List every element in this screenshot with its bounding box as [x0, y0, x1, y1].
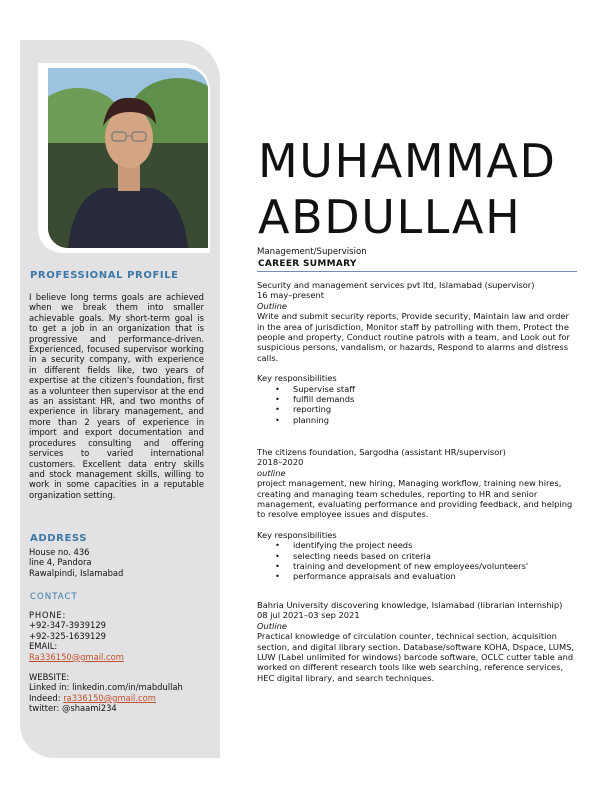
- job-outline: Write and submit security reports, Provide security, Maintain law and order in the area of jurisdiction, Monitor staff by patrolling with them, Protect the people and property, Conduct routine patrols with a team, and Look out for suspicious persons, vandalism, or hazards, Respond to alarms and distress calls.: [257, 311, 570, 363]
- job-title: The citizens foundation, Sargodha (assistant HR/supervisor): [257, 447, 506, 457]
- address-block: [29, 547, 204, 578]
- linkedin-link[interactable]: Linked in: linkedin.com/in/mabdullah: [29, 682, 183, 693]
- job-title: Bahria University discovering knowledge, Islamabad (librarian internship): [257, 600, 563, 610]
- list-item: • planning: [257, 415, 579, 425]
- indeed-label: Indeed:: [29, 692, 64, 703]
- list-item: • Supervise staff: [257, 384, 579, 394]
- job-entry: [257, 447, 579, 582]
- contact-heading: CONTACT: [30, 592, 78, 602]
- profile-photo: [48, 68, 208, 248]
- job-dates: 2018–2020: [257, 457, 304, 468]
- job-title: Security and management services pvt ltd, Islamabad (supervisor): [257, 280, 535, 290]
- email-link[interactable]: Ra336150@gmail.com: [29, 651, 124, 662]
- address-line: House no. 436: [29, 547, 90, 557]
- name-first: MUHAMMAD: [258, 134, 557, 188]
- phone-label: PHONE:: [29, 610, 67, 620]
- job-outline: Practical knowledge of circulation counter, technical section, acquisition section, and digital library section. Database/software KOHA, Dspace, LUMS, LUW (Label unlimited for windows) barcode software, OCLC cutter table and worked on different research tools like web searching, reference services, HEC digital library, and search techniques.: [257, 631, 575, 683]
- list-item: • training and development of new employees/volunteers': [257, 561, 579, 571]
- list-item: • identifying the project needs: [257, 540, 579, 550]
- address-line: Rawalpindi, Islamabad: [29, 567, 124, 578]
- portrait-illustration: [48, 68, 208, 248]
- responsibilities-list: [257, 540, 579, 582]
- job-subtitle: Management/Supervision: [257, 247, 367, 257]
- address-line: line 4, Pandora: [29, 557, 92, 568]
- twitter-handle[interactable]: twitter: @shaami234: [29, 703, 117, 714]
- career-summary-heading: CAREER SUMMARY: [258, 259, 357, 269]
- divider: [257, 271, 577, 272]
- responsibilities-label: Key responsibilities: [257, 529, 337, 540]
- job-dates: 08 jul 2021–03 sep 2021: [257, 610, 360, 621]
- responsibilities-label: Key responsibilities: [257, 373, 337, 384]
- indeed-link[interactable]: ra336150@gmail.com: [63, 692, 156, 703]
- outline-label: Outline: [257, 620, 288, 631]
- job-outline: project management, new hiring, Managing workflow, training new hires, creating and managing team schedules, reporting to HR and senior management, evaluating performance and providing feedback, and helping to resolve employee issues and disputes.: [257, 478, 573, 520]
- indeed-row: [29, 693, 204, 703]
- contact-block: [29, 610, 204, 714]
- name-last: ABDULLAH: [258, 190, 522, 244]
- phone-number[interactable]: +92-347-3939129: [29, 620, 107, 631]
- list-item: • performance appraisals and evaluation: [257, 571, 579, 581]
- list-item: • reporting: [257, 404, 579, 414]
- job-entry: [257, 600, 579, 683]
- profile-text: I believe long terms goals are achieved when we break them into smaller achievable goals. My short-term goal is to get a job in an organization that is progressive and performance-driven. Experienced, focused supervisor working in a security company, with experience in different fields like, two years of expertise at the citizen's foundation, first as a volunteer then supervisor at the end as an assistant HR, and two months of experience in library management, and more than 2 years of experience in import and export documentation and procedures consulting and offering services to varied international customers. Excellent data entry skills and stock management skills, willing to work in some capacities in a reputable organization setting.: [29, 292, 204, 500]
- job-entry: [257, 280, 579, 425]
- address-heading: ADDRESS: [30, 533, 88, 544]
- website-label: WEBSITE:: [29, 672, 70, 683]
- outline-label: Outline: [257, 300, 288, 311]
- phone-number[interactable]: +92-325-1639129: [29, 630, 107, 641]
- outline-label: outline: [257, 467, 286, 478]
- list-item: • fulfill demands: [257, 394, 579, 404]
- profile-heading: PROFESSIONAL PROFILE: [30, 270, 179, 281]
- email-label: EMAIL:: [29, 641, 58, 652]
- list-item: • selecting needs based on criteria: [257, 551, 579, 561]
- job-dates: 16 may–present: [257, 290, 324, 301]
- responsibilities-list: [257, 384, 579, 426]
